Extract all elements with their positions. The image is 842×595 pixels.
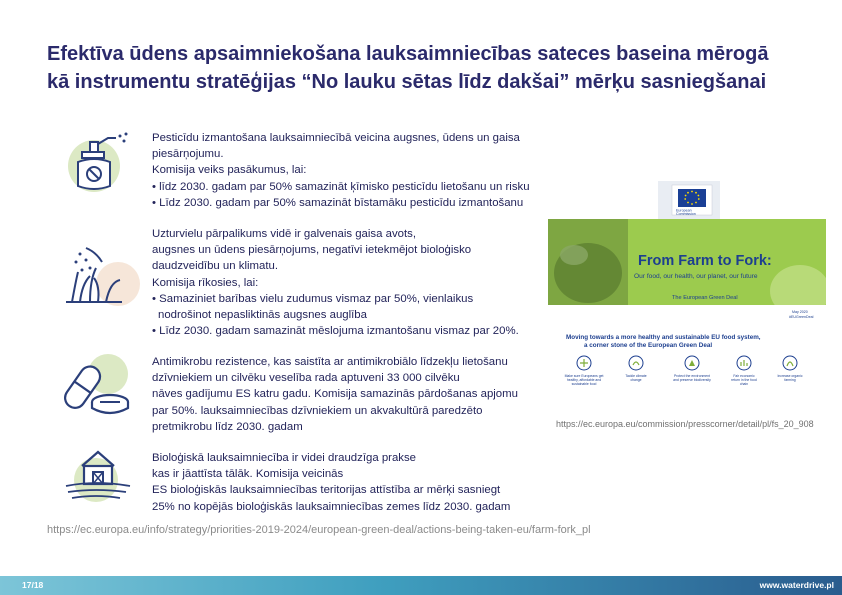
organic-icon — [783, 356, 797, 370]
text-line: nāves gadījumu ES katru gadu. Komisija samazinās pārdošanas apjomu — [152, 388, 518, 401]
moving-line-1: Moving towards a more healthy and sustainable EU food system, — [566, 334, 761, 341]
text-line: daudzveidību un klimatu. — [152, 260, 279, 273]
goal-label: Tackle climate — [625, 374, 647, 378]
text-line: nodrošinot nepasliktinās augsnes auglība — [158, 309, 367, 322]
infographic-headline: From Farm to Fork: — [638, 253, 772, 269]
goal-label: chain — [739, 382, 749, 386]
text-line: • Līdz 2030. gadam par 50% samazināt bīstamāku pesticīdu izmantošanu — [152, 196, 524, 209]
goal-label: Protect the environment — [674, 374, 710, 378]
text-line: pretmikrobu līdz 2030. gadam — [152, 420, 303, 433]
goal-label: Make sure Europeans get — [564, 374, 604, 378]
text-line: • Līdz 2030. gadam samazināt mēslojuma izmantošanu vismaz par 20%. — [152, 325, 519, 338]
source-link-farm-fork[interactable]: https://ec.europa.eu/info/strategy/priorities-2019-2024/european-green-deal/actions-being-taken-eu/farm-fork_pl — [47, 524, 591, 536]
pesticide-text-block — [152, 130, 530, 211]
footer-bar — [0, 576, 842, 595]
climate-icon — [629, 356, 643, 370]
text-line: Uzturvielu pārpalikums vidē ir galvenais gaisa avots, — [152, 228, 417, 240]
antimicrobial-pills-icon — [52, 352, 134, 420]
text-line: ES bioloģiskās lauksaimniecības teritorijas attīstība ar mērķi sasniegt — [152, 484, 501, 497]
goal-label: Increase organic — [777, 374, 803, 378]
pesticide-sprayer-icon — [64, 128, 134, 196]
antimicrobial-text-block — [152, 354, 518, 435]
org-label: European — [676, 208, 692, 213]
text-line: piesārņojumu. — [152, 148, 224, 161]
page-title — [47, 40, 827, 96]
farm-to-fork-infographic — [548, 181, 826, 403]
goal-label: healthy, affordable and — [566, 378, 602, 382]
title-line-1: Efektīva ūdens apsaimniekošana lauksaimniecības sateces baseina mērogā — [47, 43, 769, 65]
text-line: 25% no kopējās bioloģiskās lauksaimniecības zemes līdz 2030. gadam — [152, 500, 511, 513]
text-line: Bioloģiskā lauksaimniecība ir videi draudzīga prakse — [152, 452, 417, 464]
goal-label: farming — [784, 378, 796, 382]
text-line: dzīvniekiem un cilvēku veselība rada aptuveni 33 000 cilvēku — [152, 372, 460, 385]
text-line: • Samaziniet barības vielu zudumus vismaz par 50%, vienlaikus — [152, 292, 474, 305]
text-line: par 50%. lauksaimniecības dzīvniekiem un akvakultūrā paredzēto — [152, 404, 483, 417]
website-link[interactable]: www.waterdrive.pl — [759, 580, 834, 590]
organic-farm-icon — [62, 436, 138, 504]
goal-label: Fair economic — [733, 374, 755, 378]
green-deal-label: The European Green Deal — [672, 295, 738, 301]
goal-label: sustainable food — [571, 382, 597, 386]
text-line: Komisija veiks pasākumus, lai: — [152, 164, 307, 177]
text-line: Pesticīdu izmantošana lauksaimniecībā veicina augsnes, ūdens un gaisa — [152, 132, 520, 144]
moving-line-2: a corner stone of the European Green Deal — [584, 342, 713, 349]
text-line: augsnes un ūdens piesārņojums, negatīvi ietekmējot bioloģisko — [152, 244, 472, 257]
text-line: Komisija rīkosies, lai: — [152, 276, 259, 289]
title-line-2: kā instrumentu stratēģijas “No lauku sētas līdz dakšai” mērķu sasniegšanai — [47, 71, 767, 93]
fertilizer-spreading-icon — [62, 240, 142, 306]
org-label-2: Commission — [676, 212, 696, 216]
source-link-factsheet[interactable]: https://ec.europa.eu/commission/presscorner/detail/pl/fs_20_908 — [556, 419, 814, 429]
hashtag-label: #EUGreenDeal — [789, 315, 814, 319]
page-number: 17/18 — [22, 580, 44, 590]
text-line: • līdz 2030. gadam par 50% samazināt ķīmisko pesticīdu lietošanu un risku — [152, 180, 530, 193]
infographic-subline: Our food, our health, our planet, our future — [634, 273, 758, 280]
text-line: Antimikrobu rezistence, kas saistīta ar antimikrobiālo līdzekļu lietošanu — [152, 356, 508, 368]
date-label: May 2020 — [792, 310, 808, 314]
nutrients-text-block — [152, 226, 519, 339]
goal-label: and preserve biodiversity — [673, 378, 711, 382]
goal-label: return in the food — [731, 378, 757, 382]
text-line: kas ir jāattīsta tālāk. Komisija veicinās — [152, 468, 344, 481]
organic-text-block — [152, 450, 510, 515]
goal-label: change — [630, 378, 642, 382]
